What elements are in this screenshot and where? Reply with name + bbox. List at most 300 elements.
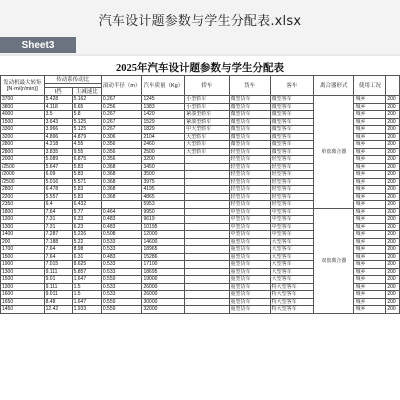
cell-final[interactable]: 5.22 (72, 238, 101, 246)
cell-speed[interactable]: 2000 (1, 156, 45, 164)
cell-extra[interactable]: 200 (386, 268, 400, 276)
cell-condition[interactable]: 城乡 (354, 193, 386, 201)
cell-car[interactable] (185, 253, 229, 261)
cell-extra[interactable]: 200 (386, 276, 400, 284)
cell-r[interactable]: 0.306 (101, 133, 142, 141)
cell-condition[interactable]: 城乡 (354, 133, 386, 141)
cell-car[interactable]: 紧凑型轿车 (185, 118, 229, 126)
cell-m[interactable]: 4195 (142, 186, 185, 194)
cell-extra[interactable]: 200 (386, 148, 400, 156)
cell-bus[interactable]: 特大型客车 (270, 291, 313, 299)
cell-bus[interactable]: 大型客车 (270, 253, 313, 261)
cell-extra[interactable]: 200 (386, 118, 400, 126)
cell-m[interactable]: 9619 (142, 216, 185, 224)
cell-condition[interactable]: 城乡 (354, 291, 386, 299)
cell-final[interactable]: 5.125 (72, 118, 101, 126)
cell-truck[interactable]: 微型货车 (229, 96, 270, 104)
cell-truck[interactable]: 轻型货车 (229, 148, 270, 156)
cell-m[interactable]: 5953 (142, 201, 185, 209)
cell-bus[interactable]: 轻型客车 (270, 193, 313, 201)
cell-final[interactable]: 9.55 (72, 148, 101, 156)
cell-car[interactable] (185, 238, 229, 246)
cell-final[interactable]: 6.65 (72, 103, 101, 111)
cell-car[interactable] (185, 186, 229, 194)
cell-condition[interactable]: 城乡 (354, 306, 386, 314)
cell-m[interactable]: 2460 (142, 141, 185, 149)
cell-m[interactable]: 26000 (142, 291, 185, 299)
cell-truck[interactable]: 重型货车 (229, 306, 270, 314)
cell-condition[interactable]: 城乡 (354, 126, 386, 134)
cell-m[interactable]: 18965 (142, 246, 185, 254)
cell-first[interactable]: 7.287 (44, 231, 72, 239)
cell-speed[interactable]: 1900 (1, 261, 45, 269)
cell-r[interactable]: 0.533 (101, 238, 142, 246)
cell-first[interactable]: 3.5 (44, 111, 72, 119)
cell-car[interactable]: 大型轿车 (185, 141, 229, 149)
cell-m[interactable]: 26000 (142, 283, 185, 291)
header-extra (386, 76, 400, 96)
cell-first[interactable]: 4.218 (44, 141, 72, 149)
cell-r[interactable]: 0.559 (101, 276, 142, 284)
cell-extra[interactable]: 200 (386, 156, 400, 164)
cell-final[interactable]: 5.226 (72, 231, 101, 239)
header-truck: 货车 (229, 76, 270, 96)
cell-condition[interactable]: 城乡 (354, 216, 386, 224)
cell-bus[interactable]: 特大型客车 (270, 283, 313, 291)
cell-car[interactable]: 小型轿车 (185, 96, 229, 104)
cell-extra[interactable]: 200 (386, 231, 400, 239)
cell-bus[interactable]: 微型客车 (270, 141, 313, 149)
cell-first[interactable]: 6.09 (44, 171, 72, 179)
cell-car[interactable]: 中大型轿车 (185, 126, 229, 134)
cell-speed[interactable]: 200 (1, 238, 45, 246)
cell-truck[interactable]: 重型货车 (229, 261, 270, 269)
cell-bus[interactable]: 中型客车 (270, 208, 313, 216)
cell-speed[interactable]: 1300 (1, 283, 45, 291)
cell-m[interactable]: 1383 (142, 103, 185, 111)
cell-m[interactable]: 3450 (142, 163, 185, 171)
cell-final[interactable]: 4.55 (72, 141, 101, 149)
cell-m[interactable]: 12000 (142, 231, 185, 239)
cell-car[interactable] (185, 268, 229, 276)
cell-condition[interactable]: 城乡 (354, 261, 386, 269)
cell-extra[interactable]: 200 (386, 111, 400, 119)
cell-truck[interactable]: 中型货车 (229, 231, 270, 239)
cell-r[interactable]: 0.368 (101, 193, 142, 201)
cell-condition[interactable]: 城乡 (354, 268, 386, 276)
cell-r[interactable]: 0.356 (101, 141, 142, 149)
cell-bus[interactable]: 微型客车 (270, 103, 313, 111)
cell-final[interactable]: 5.83 (72, 193, 101, 201)
cell-bus[interactable]: 轻型客车 (270, 186, 313, 194)
cell-speed[interactable]: 1500 (1, 276, 45, 284)
cell-truck[interactable]: 重型货车 (229, 283, 270, 291)
cell-r[interactable]: 0.368 (101, 178, 142, 186)
cell-final[interactable]: 1.5 (72, 283, 101, 291)
cell-m[interactable]: 14600 (142, 238, 185, 246)
cell-bus[interactable]: 大型客车 (270, 276, 313, 284)
cell-final[interactable]: 8.625 (72, 261, 101, 269)
cell-bus[interactable]: 中型客车 (270, 223, 313, 231)
cell-final[interactable]: 6.23 (72, 223, 101, 231)
cell-extra[interactable]: 200 (386, 253, 400, 261)
cell-speed[interactable]: /2500 (1, 163, 45, 171)
cell-truck[interactable]: 重型货车 (229, 238, 270, 246)
cell-final[interactable]: 1.5 (72, 291, 101, 299)
cell-r[interactable]: 0.368 (101, 171, 142, 179)
cell-clutch-group[interactable]: 单盘离合器 (314, 96, 354, 209)
cell-speed[interactable]: 3200 (1, 133, 45, 141)
cell-speed[interactable]: 1300 (1, 223, 45, 231)
cell-m[interactable]: 1420 (142, 111, 185, 119)
cell-condition[interactable]: 城乡 (354, 111, 386, 119)
cell-r[interactable]: 0.533 (101, 261, 142, 269)
cell-speed[interactable]: 3700 (1, 96, 45, 104)
cell-bus[interactable]: 微型客车 (270, 126, 313, 134)
cell-final[interactable]: 1.647 (72, 276, 101, 284)
cell-final[interactable]: 6.432 (72, 201, 101, 209)
header-clutch: 离合器形式 (314, 76, 354, 96)
cell-extra[interactable]: 200 (386, 126, 400, 134)
cell-bus[interactable]: 中型客车 (270, 216, 313, 224)
cell-condition[interactable]: 城乡 (354, 96, 386, 104)
cell-bus[interactable]: 微型客车 (270, 96, 313, 104)
cell-first[interactable]: 9.011 (44, 291, 72, 299)
cell-first[interactable]: 7.64 (44, 246, 72, 254)
cell-first[interactable]: 7.64 (44, 253, 72, 261)
header-first-gear: I挡 (44, 88, 72, 96)
cell-speed[interactable]: 4000 (1, 111, 45, 119)
cell-first[interactable]: 5.016 (44, 178, 72, 186)
cell-bus[interactable]: 轻型客车 (270, 178, 313, 186)
cell-extra[interactable]: 200 (386, 163, 400, 171)
cell-truck[interactable]: 轻型货车 (229, 156, 270, 164)
cell-car[interactable] (185, 156, 229, 164)
cell-m[interactable]: 3500 (142, 171, 185, 179)
cell-extra[interactable]: 200 (386, 283, 400, 291)
cell-m[interactable]: 18695 (142, 268, 185, 276)
cell-r[interactable]: 0.508 (101, 231, 142, 239)
cell-final[interactable]: 6.875 (72, 156, 101, 164)
cell-final[interactable]: 5.8 (72, 111, 101, 119)
cell-final[interactable]: 5.83 (72, 186, 101, 194)
cell-final[interactable]: 5.83 (72, 163, 101, 171)
cell-speed[interactable]: 2800 (1, 141, 45, 149)
cell-r[interactable]: 0.533 (101, 268, 142, 276)
cell-condition[interactable]: 城乡 (354, 298, 386, 306)
cell-speed[interactable]: 2350 (1, 201, 45, 209)
cell-m[interactable]: 19000 (142, 276, 185, 284)
cell-first[interactable]: 7.188 (44, 238, 72, 246)
cell-r[interactable]: 0.559 (101, 306, 142, 314)
cell-condition[interactable]: 城乡 (354, 156, 386, 164)
cell-car[interactable]: 紧凑型轿车 (185, 111, 229, 119)
cell-final[interactable]: 5.162 (72, 96, 101, 104)
sheet-title: 2025年汽车设计题参数与学生分配表 (116, 63, 284, 74)
cell-m[interactable]: 1829 (142, 126, 185, 134)
cell-speed[interactable]: 3300 (1, 126, 45, 134)
cell-speed[interactable]: 1500 (1, 253, 45, 261)
cell-truck[interactable]: 重型货车 (229, 253, 270, 261)
cell-m[interactable]: 1529 (142, 118, 185, 126)
table-row (1, 96, 400, 104)
cell-bus[interactable]: 大型客车 (270, 268, 313, 276)
cell-bus[interactable]: 大型客车 (270, 261, 313, 269)
cell-m[interactable]: 2500 (142, 148, 185, 156)
cell-m[interactable]: 17100 (142, 261, 185, 269)
cell-condition[interactable]: 城乡 (354, 141, 386, 149)
cell-speed[interactable]: 1700 (1, 246, 45, 254)
cell-r[interactable]: 0.356 (101, 156, 142, 164)
cell-first[interactable]: 9.111 (44, 268, 72, 276)
cell-m[interactable]: 30000 (142, 298, 185, 306)
cell-truck[interactable]: 重型货车 (229, 291, 270, 299)
cell-m[interactable]: 3200 (142, 156, 185, 164)
cell-condition[interactable]: 城乡 (354, 253, 386, 261)
cell-condition[interactable]: 城乡 (354, 163, 386, 171)
cell-car[interactable] (185, 163, 229, 171)
cell-truck[interactable]: 微型货车 (229, 118, 270, 126)
cell-m[interactable]: 1245 (142, 96, 185, 104)
cell-bus[interactable]: 微型客车 (270, 148, 313, 156)
cell-r[interactable]: 0.368 (101, 186, 142, 194)
cell-bus[interactable]: 中型客车 (270, 231, 313, 239)
cell-first[interactable]: 4.118 (44, 103, 72, 111)
cell-extra[interactable]: 200 (386, 291, 400, 299)
cell-speed[interactable]: 1600 (1, 291, 45, 299)
cell-first[interactable]: 5.089 (44, 156, 72, 164)
cell-truck[interactable]: 轻型货车 (229, 193, 270, 201)
cell-truck[interactable]: 微型货车 (229, 141, 270, 149)
cell-bus[interactable]: 微型客车 (270, 118, 313, 126)
cell-condition[interactable]: 城乡 (354, 223, 386, 231)
cell-car[interactable] (185, 223, 229, 231)
cell-truck[interactable]: 轻型货车 (229, 178, 270, 186)
cell-first[interactable]: 3.966 (44, 126, 72, 134)
cell-first[interactable]: 7.31 (44, 216, 72, 224)
cell-car[interactable] (185, 276, 229, 284)
cell-car[interactable] (185, 193, 229, 201)
cell-r[interactable]: 0.267 (101, 126, 142, 134)
header-bus: 客车 (270, 76, 313, 96)
cell-extra[interactable]: 200 (386, 133, 400, 141)
cell-m[interactable]: 10195 (142, 223, 185, 231)
cell-truck[interactable]: 重型货车 (229, 268, 270, 276)
cell-speed[interactable]: 1800 (1, 208, 45, 216)
cell-extra[interactable]: 200 (386, 193, 400, 201)
cell-condition[interactable]: 城乡 (354, 208, 386, 216)
cell-bus[interactable]: 轻型客车 (270, 201, 313, 209)
cell-truck[interactable]: 微型货车 (229, 103, 270, 111)
cell-truck[interactable]: 微型货车 (229, 126, 270, 134)
cell-extra[interactable]: 200 (386, 178, 400, 186)
cell-bus[interactable]: 特大型客车 (270, 298, 313, 306)
cell-extra[interactable]: 200 (386, 216, 400, 224)
cell-first[interactable]: 3.643 (44, 118, 72, 126)
cell-first[interactable]: 7.015 (44, 261, 72, 269)
cell-speed[interactable]: 2800 (1, 186, 45, 194)
cell-final[interactable]: 5.125 (72, 126, 101, 134)
cell-speed[interactable]: 2200 (1, 193, 45, 201)
cell-condition[interactable]: 城乡 (354, 148, 386, 156)
cell-condition[interactable]: 城乡 (354, 238, 386, 246)
cell-r[interactable]: 0.256 (101, 103, 142, 111)
cell-condition[interactable]: 城乡 (354, 103, 386, 111)
cell-truck[interactable]: 重型货车 (229, 276, 270, 284)
cell-condition[interactable]: 城乡 (354, 231, 386, 239)
cell-m[interactable]: 3975 (142, 178, 185, 186)
cell-r[interactable]: 0.533 (101, 291, 142, 299)
cell-truck[interactable]: 微型货车 (229, 133, 270, 141)
sheet-tab-sheet3[interactable]: Sheet3 (0, 37, 76, 53)
cell-condition[interactable]: 城乡 (354, 246, 386, 254)
cell-r[interactable]: 0.267 (101, 111, 142, 119)
cell-final[interactable]: 8.98 (72, 246, 101, 254)
cell-speed[interactable]: 1300 (1, 216, 45, 224)
cell-bus[interactable]: 微型客车 (270, 133, 313, 141)
cell-bus[interactable]: 微型客车 (270, 111, 313, 119)
cell-first[interactable]: 6.478 (44, 186, 72, 194)
cell-condition[interactable]: 城乡 (354, 171, 386, 179)
cell-speed[interactable]: 1450 (1, 306, 45, 314)
cell-r[interactable]: 0.483 (101, 223, 142, 231)
cell-truck[interactable]: 轻型货车 (229, 171, 270, 179)
cell-first[interactable]: 8.48 (44, 298, 72, 306)
cell-speed[interactable]: /2500 (1, 178, 45, 186)
cell-car[interactable] (185, 171, 229, 179)
cell-first[interactable]: 4.896 (44, 133, 72, 141)
cell-extra[interactable]: 200 (386, 208, 400, 216)
cell-extra[interactable]: 200 (386, 141, 400, 149)
cell-final[interactable]: 4.879 (72, 133, 101, 141)
cell-bus[interactable]: 轻型客车 (270, 156, 313, 164)
cell-condition[interactable]: 城乡 (354, 276, 386, 284)
cell-r[interactable]: 0.464 (101, 208, 142, 216)
cell-r[interactable]: 0.559 (101, 298, 142, 306)
cell-extra[interactable]: 200 (386, 103, 400, 111)
cell-final[interactable]: 5.77 (72, 208, 101, 216)
cell-car[interactable] (185, 208, 229, 216)
cell-speed[interactable]: 1400 (1, 231, 45, 239)
cell-bus[interactable]: 轻型客车 (270, 171, 313, 179)
cell-condition[interactable]: 城乡 (354, 118, 386, 126)
cell-r[interactable] (101, 201, 142, 209)
cell-first[interactable]: 5.557 (44, 193, 72, 201)
cell-final[interactable]: 6.31 (72, 253, 101, 261)
cell-car[interactable]: 小型轿车 (185, 103, 229, 111)
cell-first[interactable]: 7.64 (44, 208, 72, 216)
cell-first[interactable]: 6.4 (44, 201, 72, 209)
cell-bus[interactable]: 轻型客车 (270, 163, 313, 171)
cell-final[interactable]: 1.933 (72, 306, 101, 314)
cell-condition[interactable]: 城乡 (354, 283, 386, 291)
cell-extra[interactable]: 200 (386, 246, 400, 254)
cell-truck[interactable]: 轻型货车 (229, 163, 270, 171)
cell-r[interactable]: 0.483 (101, 216, 142, 224)
cell-extra[interactable]: 200 (386, 306, 400, 314)
cell-m[interactable]: 32000 (142, 306, 185, 314)
cell-truck[interactable]: 中型货车 (229, 208, 270, 216)
cell-condition[interactable]: 城乡 (354, 178, 386, 186)
cell-condition[interactable]: 城乡 (354, 186, 386, 194)
cell-first[interactable]: 12.42 (44, 306, 72, 314)
cell-speed[interactable]: 1500 (1, 118, 45, 126)
cell-car[interactable] (185, 283, 229, 291)
cell-bus[interactable]: 特大型客车 (270, 306, 313, 314)
cell-first[interactable]: 9.111 (44, 283, 72, 291)
cell-car[interactable] (185, 291, 229, 299)
cell-car[interactable] (185, 216, 229, 224)
cell-extra[interactable]: 200 (386, 96, 400, 104)
cell-final[interactable]: 6.33 (72, 216, 101, 224)
cell-r[interactable]: 0.368 (101, 163, 142, 171)
cell-speed[interactable]: 2800 (1, 148, 45, 156)
cell-final[interactable]: 5.571 (72, 178, 101, 186)
cell-car[interactable] (185, 306, 229, 314)
cell-extra[interactable]: 200 (386, 261, 400, 269)
cell-car[interactable]: 大型轿车 (185, 133, 229, 141)
cell-extra[interactable]: 200 (386, 201, 400, 209)
cell-final[interactable]: 1.647 (72, 298, 101, 306)
cell-truck[interactable]: 轻型货车 (229, 186, 270, 194)
cell-extra[interactable]: 200 (386, 238, 400, 246)
cell-r[interactable]: 0.267 (101, 118, 142, 126)
cell-truck[interactable]: 中型货车 (229, 223, 270, 231)
cell-car[interactable] (185, 178, 229, 186)
cell-extra[interactable]: 200 (386, 298, 400, 306)
cell-car[interactable] (185, 261, 229, 269)
cell-m[interactable]: 2104 (142, 133, 185, 141)
cell-truck[interactable]: 中型货车 (229, 216, 270, 224)
cell-m[interactable]: 15286 (142, 253, 185, 261)
cell-car[interactable]: 大型轿车 (185, 148, 229, 156)
cell-car[interactable] (185, 231, 229, 239)
cell-speed[interactable]: 3800 (1, 103, 45, 111)
cell-first[interactable]: 9.01 (44, 276, 72, 284)
cell-final[interactable]: 5.857 (72, 268, 101, 276)
cell-speed[interactable]: 1300 (1, 268, 45, 276)
cell-bus[interactable]: 大型客车 (270, 246, 313, 254)
cell-truck[interactable]: 微型货车 (229, 111, 270, 119)
cell-speed[interactable]: 1650 (1, 298, 45, 306)
cell-bus[interactable]: 大型客车 (270, 238, 313, 246)
cell-r[interactable]: 0.533 (101, 246, 142, 254)
cell-speed[interactable]: /2000 (1, 171, 45, 179)
cell-car[interactable] (185, 201, 229, 209)
cell-r[interactable]: 0.533 (101, 283, 142, 291)
cell-r[interactable]: 0.267 (101, 96, 142, 104)
cell-first[interactable]: 5.647 (44, 163, 72, 171)
cell-extra[interactable]: 200 (386, 223, 400, 231)
cell-first[interactable]: 3.835 (44, 148, 72, 156)
cell-car[interactable] (185, 246, 229, 254)
cell-m[interactable]: 9950 (142, 208, 185, 216)
cell-r[interactable]: 0.356 (101, 148, 142, 156)
cell-first[interactable]: 5.428 (44, 96, 72, 104)
cell-truck[interactable]: 重型货车 (229, 298, 270, 306)
cell-first[interactable]: 7.31 (44, 223, 72, 231)
cell-r[interactable]: 0.483 (101, 253, 142, 261)
cell-final[interactable]: 5.83 (72, 171, 101, 179)
cell-condition[interactable]: 城乡 (354, 201, 386, 209)
cell-m[interactable]: 4865 (142, 193, 185, 201)
cell-truck[interactable]: 轻型货车 (229, 201, 270, 209)
cell-extra[interactable]: 200 (386, 171, 400, 179)
cell-clutch-group[interactable]: 双盘离合器 (314, 208, 354, 313)
cell-car[interactable] (185, 298, 229, 306)
cell-truck[interactable]: 重型货车 (229, 246, 270, 254)
cell-extra[interactable]: 200 (386, 186, 400, 194)
